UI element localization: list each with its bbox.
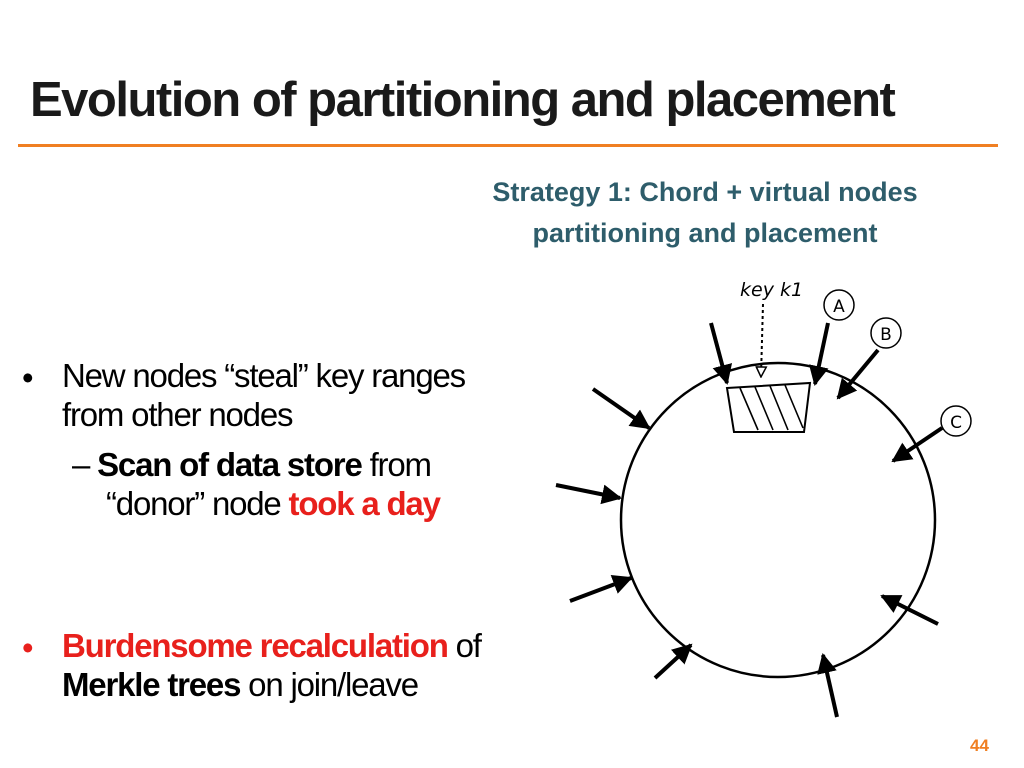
vnode-arrow-5 — [655, 645, 691, 678]
bullet-1-line-1: New nodes “steal” key ranges — [62, 357, 465, 394]
bullet-2-rest: of — [447, 627, 481, 664]
node-c — [941, 406, 971, 436]
node-c-label: C — [950, 413, 962, 433]
sub-bullet-1-rest: from — [361, 446, 431, 483]
sub-bullet-dash: – — [72, 446, 98, 483]
vnode-arrow-a — [815, 323, 828, 384]
vnode-arrow-b — [838, 350, 878, 398]
node-b-label: B — [880, 325, 892, 345]
slide-title: Evolution of partitioning and placement — [30, 73, 895, 127]
virtual-node-arrows — [556, 323, 942, 717]
bullet-2-line-2 — [62, 665, 418, 704]
page-number: 44 — [970, 736, 989, 755]
donor-node-text: “donor” node — [106, 485, 289, 522]
merkle-trees-text: Merkle trees — [62, 666, 241, 703]
sub-bullet-1-line-2 — [106, 484, 440, 523]
bullet-marker-2: • — [22, 629, 33, 666]
caption-line-1: Strategy 1: Chord + virtual nodes — [492, 177, 918, 207]
caption-line-2: partitioning and placement — [532, 218, 878, 248]
vnode-arrow-3 — [556, 485, 620, 498]
burdensome-recalculation-text: Burdensome recalculation — [62, 627, 448, 664]
key-range-segment — [727, 383, 810, 432]
chord-ring-diagram — [548, 270, 1008, 730]
vnode-arrow-2 — [593, 389, 649, 428]
node-a — [824, 290, 854, 320]
node-b — [871, 318, 901, 348]
bullet-1-line-2: from other nodes — [62, 396, 293, 433]
vnode-arrow-6 — [823, 655, 837, 717]
key-pointer-arrow — [761, 304, 763, 376]
bullet-2-line-1 — [62, 626, 481, 665]
vnode-arrow-7 — [882, 596, 938, 624]
bullet-2-line-2-rest: on join/leave — [240, 666, 418, 703]
title-underline — [18, 144, 998, 147]
key-label: key k1 — [740, 279, 804, 301]
diagram-caption — [420, 172, 990, 254]
sub-bullet-1-line-1 — [72, 445, 431, 484]
vnode-arrow-c — [893, 428, 942, 461]
scan-of-data-store-text: Scan of data store — [97, 446, 362, 483]
node-a-label: A — [833, 297, 845, 317]
took-a-day-text: took a day — [288, 485, 440, 522]
bullet-marker: • — [22, 359, 33, 396]
vnode-arrow-4 — [570, 578, 631, 601]
